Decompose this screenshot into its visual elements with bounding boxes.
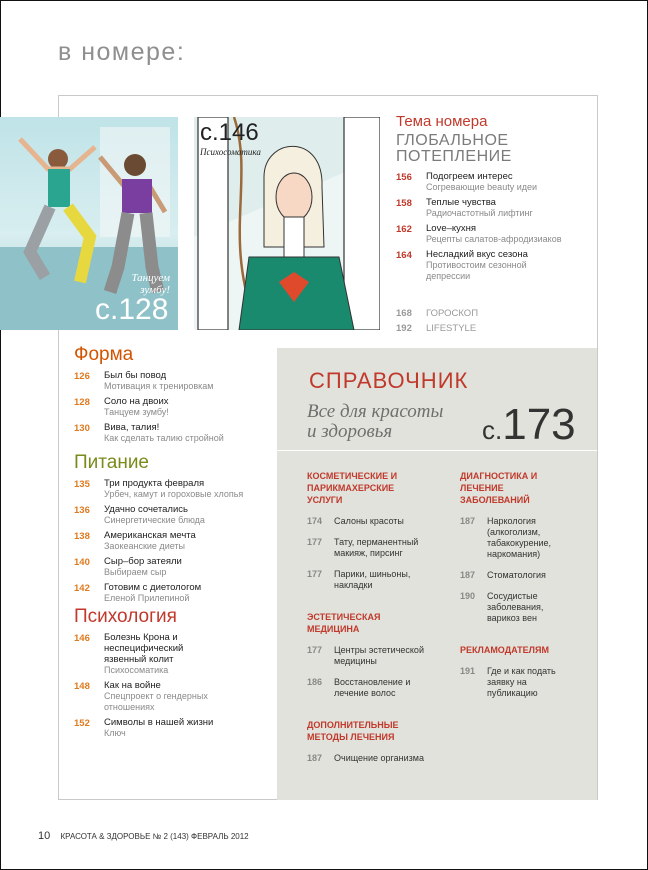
entry-page: 177 <box>307 645 323 655</box>
reference-entry[interactable] <box>307 516 457 527</box>
toc-entry[interactable] <box>74 556 274 578</box>
entry-subtitle: Синергетические блюда <box>104 515 205 525</box>
toc-entry-horoscope[interactable] <box>396 308 596 319</box>
toc-entry[interactable] <box>74 680 274 713</box>
toc-entry[interactable] <box>74 530 274 552</box>
toc-entry[interactable] <box>74 478 274 500</box>
entry-subtitle: Как сделать талию стройной <box>104 433 224 443</box>
toc-entry[interactable] <box>74 422 274 444</box>
entry-page: 138 <box>74 531 90 542</box>
entry-title: Салоны красоты <box>334 516 404 526</box>
section-psychology <box>74 606 274 739</box>
entry-title: Как на войне <box>104 680 161 691</box>
entry-page: 187 <box>460 570 476 580</box>
entry-title: Болезнь Крона и неспецифический язвенный колит <box>104 632 184 665</box>
reference-page-prefix: с. <box>482 415 503 445</box>
toc-entry[interactable] <box>396 197 596 219</box>
cover-heading: Тема номера <box>396 113 488 130</box>
section-title: Питание <box>74 452 149 473</box>
entry-title: Символы в нашей жизни <box>104 717 214 728</box>
reference-group-heading: ЭСТЕТИЧЕСКАЯ МЕДИЦИНА <box>307 612 381 634</box>
entry-page: 177 <box>307 569 323 579</box>
entry-title: ГОРОСКОП <box>426 308 479 319</box>
entry-page: 146 <box>74 633 90 644</box>
reference-entry[interactable] <box>460 591 585 624</box>
reference-entry[interactable] <box>460 516 585 560</box>
footer-text: КРАСОТА & ЗДОРОВЬЕ № 2 (143) ФЕВРАЛЬ 2012 <box>60 832 249 841</box>
reference-subtitle-line1: Все для красоты <box>307 401 444 422</box>
entry-page: 190 <box>460 591 476 601</box>
entry-page: 140 <box>74 557 90 568</box>
entry-title: Очищение организма <box>334 753 424 763</box>
reference-page-value: 173 <box>502 400 576 449</box>
photo2-page-number: с.146 <box>200 119 259 146</box>
reference-column-left <box>307 470 457 764</box>
entry-title: Готовим с диетологом <box>104 582 202 593</box>
reference-entry[interactable] <box>307 753 457 764</box>
reference-group-heading: РЕКЛАМОДАТЕЛЯМ <box>460 645 549 655</box>
entry-page: 130 <box>74 423 90 434</box>
reference-group-heading: ДИАГНОСТИКА И ЛЕЧЕНИЕ ЗАБОЛЕВАНИЙ <box>460 471 538 505</box>
entry-page: 164 <box>396 250 412 261</box>
section-title: Форма <box>74 344 134 365</box>
entry-page: 174 <box>307 516 323 526</box>
entry-page: 158 <box>396 198 412 209</box>
reference-column-right <box>460 470 585 699</box>
entry-subtitle: Танцуем зумбу! <box>104 407 169 417</box>
entry-subtitle: Противостоим сезонной депрессии <box>426 260 527 281</box>
toc-entry[interactable] <box>396 249 596 282</box>
photo1-caption-line2: зумбу! <box>140 284 170 296</box>
entry-subtitle: Урбеч, камут и гороховые хлопья <box>104 489 244 499</box>
reference-entry[interactable] <box>307 569 457 591</box>
toc-entry-lifestyle[interactable] <box>396 323 596 334</box>
entry-page: 177 <box>307 537 323 547</box>
entry-title: Вива, талия! <box>104 422 160 433</box>
entry-title: Парики, шиньоны, накладки <box>334 569 411 590</box>
entry-title: Три продукта февраля <box>104 478 205 489</box>
dancers-photo <box>0 117 178 330</box>
reference-entry[interactable] <box>460 666 585 699</box>
entry-title: LIFESTYLE <box>426 323 477 334</box>
entry-page: 136 <box>74 505 90 516</box>
entry-subtitle: Заокеанские диеты <box>104 541 186 551</box>
page-title: в номере: <box>58 38 186 66</box>
reference-entry[interactable] <box>307 645 457 667</box>
cover-subtitle-line1: ГЛОБАЛЬНОЕ <box>396 132 509 149</box>
entry-title: Стоматология <box>487 570 546 580</box>
entry-subtitle: Ключ <box>104 728 126 738</box>
cover-subtitle <box>396 133 596 165</box>
entry-page: 187 <box>460 516 476 526</box>
entry-title: Сыр–бор затеяли <box>104 556 182 567</box>
toc-entry[interactable] <box>74 370 274 392</box>
footer-page-number: 10 <box>38 830 51 842</box>
entry-title: Сосудистые заболевания, варикоз вен <box>487 591 544 623</box>
toc-entry[interactable] <box>396 171 596 193</box>
entry-subtitle: Психосоматика <box>104 665 169 675</box>
section-pitanie <box>74 452 274 604</box>
entry-subtitle: Рецепты салатов-афродизиаков <box>426 234 562 244</box>
page-footer <box>38 830 249 842</box>
reference-group-heading: КОСМЕТИЧЕСКИЕ И ПАРИКМАХЕРСКИЕ УСЛУГИ <box>307 471 398 505</box>
entry-title: Американская мечта <box>104 530 196 541</box>
reference-page-number <box>482 400 576 450</box>
entry-page: 135 <box>74 479 90 490</box>
photo1-page-number: с.128 <box>95 293 169 326</box>
entry-title: Удачно сочетались <box>104 504 188 515</box>
entry-page: 186 <box>307 677 323 687</box>
section-forma <box>74 344 274 444</box>
entry-page: 191 <box>460 666 476 676</box>
entry-subtitle: Еленой Прилепиной <box>104 593 190 603</box>
entry-page: 152 <box>74 718 90 729</box>
entry-title: Где и как подать заявку на публикацию <box>487 666 556 698</box>
entry-page: 187 <box>307 753 323 763</box>
entry-title: Подогреем интерес <box>426 171 513 182</box>
toc-entry[interactable] <box>74 582 274 604</box>
entry-title: Наркология (алкоголизм, табакокурение, наркомания) <box>487 516 551 559</box>
entry-page: 126 <box>74 371 90 382</box>
toc-entry[interactable] <box>74 717 274 739</box>
reference-subtitle-line2: и здоровья <box>307 421 393 442</box>
cover-subtitle-line2: ПОТЕПЛЕНИЕ <box>396 148 512 165</box>
entry-page: 192 <box>396 323 412 334</box>
entry-page: 168 <box>396 308 412 319</box>
section-title: Психология <box>74 606 177 627</box>
entry-title: Теплые чувства <box>426 197 496 208</box>
toc-entry[interactable] <box>74 632 274 676</box>
entry-page: 148 <box>74 681 90 692</box>
entry-subtitle: Выбираем сыр <box>104 567 167 577</box>
entry-subtitle: Радиочастотный лифтинг <box>426 208 533 218</box>
entry-page: 156 <box>396 172 412 183</box>
reference-panel <box>277 348 597 800</box>
entry-title: Восстановление и лечение волос <box>334 677 411 698</box>
reference-subtitle <box>307 402 443 442</box>
entry-subtitle: Согревающие beauty идеи <box>426 182 538 192</box>
entry-page: 128 <box>74 397 90 408</box>
toc-entry[interactable] <box>74 504 274 526</box>
entry-subtitle: Мотивация к тренировкам <box>104 381 214 391</box>
photo1-caption-line1: Танцуем <box>131 272 170 284</box>
reference-title: СПРАВОЧНИК <box>309 368 469 393</box>
entry-title: Был бы повод <box>104 370 167 381</box>
photo2-caption: Психосоматика <box>200 147 261 157</box>
toc-entry[interactable] <box>74 396 274 418</box>
entry-title: Несладкий вкус сезона <box>426 249 528 260</box>
entry-page: 142 <box>74 583 90 594</box>
entry-title: Центры эстетической медицины <box>334 645 424 666</box>
psychosomatics-illustration <box>194 117 380 330</box>
cover-story-block <box>396 113 596 334</box>
entry-page: 162 <box>396 224 412 235</box>
reference-entry[interactable] <box>307 677 457 699</box>
reference-group-heading: ДОПОЛНИТЕЛЬНЫЕ МЕТОДЫ ЛЕЧЕНИЯ <box>307 720 399 742</box>
entry-title: Love–кухня <box>426 223 477 234</box>
toc-entry[interactable] <box>396 223 596 245</box>
reference-entry[interactable] <box>460 570 585 581</box>
entry-title: Тату, перманентный макияж, пирсинг <box>334 537 419 558</box>
entry-subtitle: Спецпроект о гендерных отношениях <box>104 691 208 712</box>
reference-entry[interactable] <box>307 537 457 559</box>
divider <box>277 450 597 451</box>
entry-title: Соло на двоих <box>104 396 169 407</box>
